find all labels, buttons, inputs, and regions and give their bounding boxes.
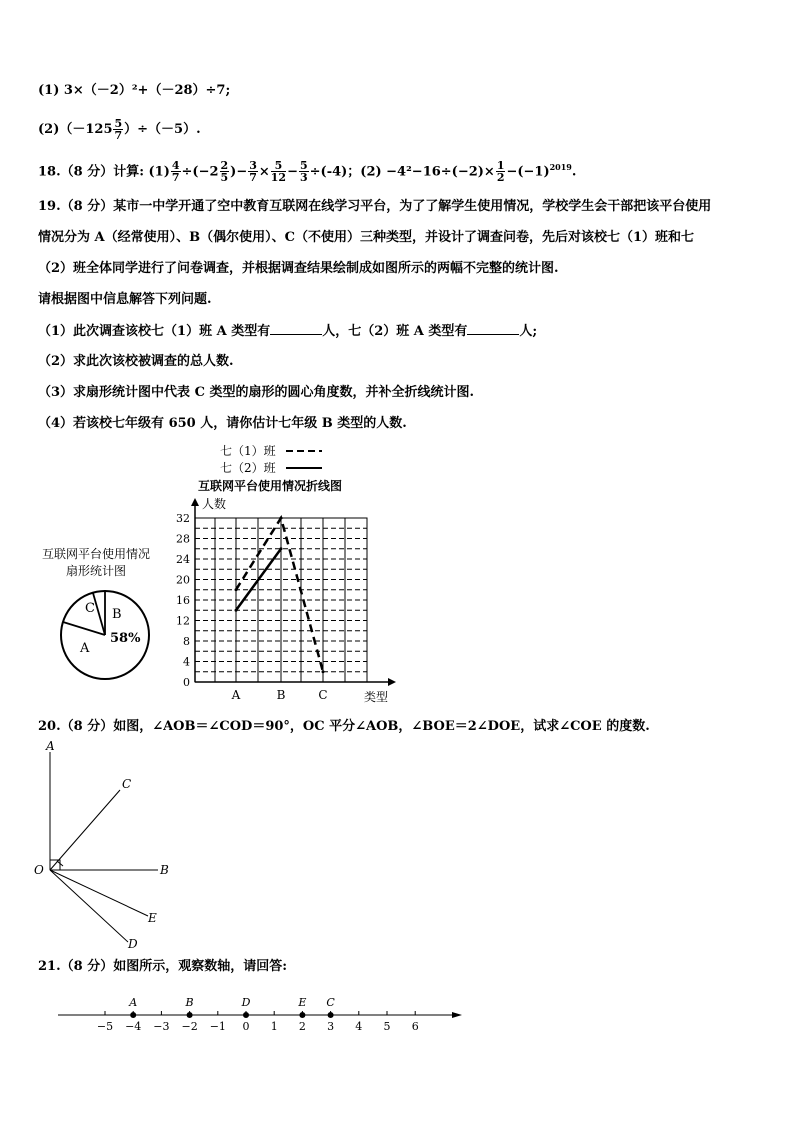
pie-title-2: 扇形统计图 [65, 564, 127, 578]
y-tick-label: 24 [176, 553, 190, 566]
q19-line2: 情况分为 A（经常使用）、B（偶尔使用）、C（不使用）三种类型，并设计了调查问卷，先后对该校七（1）班和七 [38, 230, 694, 245]
y-tick-label: 8 [183, 635, 190, 648]
number-tick-label: 2 [298, 1020, 306, 1033]
q18-frac1: $\frac{4}{7}$ [171, 159, 180, 185]
q20-text: 20.（8 分）如图，∠AOB＝∠COD＝90°，OC 平分∠AOB，∠BOE＝2∠DOE，试求∠COE 的度数. [38, 719, 650, 734]
chart-title: 互联网平台使用情况折线图 [198, 479, 343, 493]
q17-part1: (1) 3×（－2）²+（－28）÷7; [38, 83, 231, 98]
ray-od [50, 870, 128, 942]
number-tick-label: 1 [270, 1020, 278, 1033]
label-c: C [122, 777, 132, 791]
label-a: A [46, 739, 55, 753]
number-tick-label: −4 [125, 1020, 142, 1033]
label-b: B [160, 863, 169, 877]
x-axis-label: 类型 [364, 690, 389, 704]
answer-blank-2[interactable] [467, 322, 519, 335]
q18-exponent: 2019 [549, 162, 572, 172]
y-tick-label: 32 [176, 512, 190, 525]
series-point [235, 588, 238, 591]
point-label-d: D [241, 996, 251, 1009]
q18-text: 18.（8 分）计算: (1) $\frac{4}{7}$ ÷(−2 $\frac{2}{5}$ )− $\frac{3}{7}$ × $\frac{5}{12}$ − $\frac{5}{3}$ ÷(-4)；(2) −4²−16÷(−2)× $\frac{1}{2}$ $-(-1)^{2019}$. [38, 159, 577, 185]
number-tick-label: 0 [242, 1020, 250, 1033]
x-tick-label: C [318, 688, 328, 702]
point-e [299, 1012, 305, 1018]
number-tick-label: −3 [153, 1020, 170, 1033]
angle-diagram [30, 738, 190, 953]
chart-series [235, 517, 325, 674]
pie-chart [30, 540, 170, 680]
pie-label-c: C [85, 601, 95, 616]
point-label-e: E [298, 996, 307, 1009]
point-b [187, 1012, 193, 1018]
point-d [243, 1012, 249, 1018]
pie-label-a: A [80, 641, 90, 656]
y-tick-label: 20 [176, 573, 190, 587]
number-tick-label: −1 [209, 1020, 226, 1033]
series-point [280, 547, 283, 550]
q19-sub3: （3）求扇形统计图中代表 C 类型的扇形的圆心角度数，并补全折线统计图. [38, 385, 474, 400]
point-label-a: A [129, 996, 138, 1009]
y-tick-label: 16 [176, 594, 190, 607]
line-chart [170, 438, 400, 710]
x-axis-arrow [388, 678, 396, 686]
chart-grid [195, 518, 367, 682]
legend-label-class2: 七（2）班 [220, 461, 276, 475]
label-e: E [148, 911, 157, 925]
number-line [50, 985, 470, 1035]
q19-line4: 请根据图中信息解答下列问题. [38, 292, 212, 307]
point-a [130, 1012, 136, 1018]
number-tick-label: 6 [411, 1020, 419, 1033]
q18-frac5: $\frac{5}{3}$ [300, 159, 308, 185]
number-tick-label: −2 [181, 1020, 198, 1033]
q18-frac4: $\frac{5}{12}$ [270, 159, 287, 185]
series-point [235, 609, 238, 612]
pie-divider-ac [63, 622, 105, 635]
point-label-b: B [185, 996, 194, 1009]
series-line-1 [236, 518, 323, 672]
y-tick-label: 28 [176, 532, 190, 546]
x-tick-label: B [276, 688, 286, 702]
q21-text: 21.（8 分）如图所示，观察数轴，请回答: [38, 959, 287, 974]
pie-title-1: 互联网平台使用情况 [41, 547, 151, 561]
q19-sub2: （2）求此次该校被调查的总人数. [38, 354, 234, 369]
y-tick-label: 0 [183, 676, 190, 689]
point-label-c: C [326, 996, 335, 1009]
y-tick-label: 4 [183, 655, 190, 669]
label-o: O [34, 863, 44, 877]
q17-part2-a: (2)（－125 [38, 122, 113, 137]
q19-line1: 19.（8 分）某市一中学开通了空中教育互联网在线学习平台，为了了解学生使用情况，学校学生会干部把该平台使用 [38, 199, 712, 214]
pie-label-b: B [112, 607, 122, 622]
q18-frac6: $\frac{1}{2}$ [496, 159, 505, 185]
y-axis-label: 人数 [202, 497, 227, 511]
number-axis-arrow [452, 1012, 462, 1018]
point-c [328, 1012, 334, 1018]
q18-frac2: $\frac{2}{5}$ [220, 159, 229, 185]
q19-sub4: （4）若该校七年级有 650 人，请你估计七年级 B 类型的人数. [38, 416, 407, 431]
number-tick-label: −5 [96, 1020, 114, 1033]
x-tick-label: A [231, 688, 241, 702]
series-point [322, 670, 325, 673]
q19-line3: （2）班全体同学进行了问卷调查，并根据调查结果绘制成如图所示的两幅不完整的统计图. [38, 261, 559, 276]
q17-fraction: $\frac{5}{7}$ [114, 117, 123, 142]
q18-frac3: $\frac{3}{7}$ [249, 159, 257, 185]
q17-part2 [38, 118, 201, 141]
y-axis-arrow [191, 498, 199, 506]
series-point [280, 517, 283, 520]
number-tick-label: 3 [327, 1020, 335, 1033]
q19-sub1: （1）此次调查该校七（1）班 A 类型有 人，七（2）班 A 类型有 人; [38, 324, 538, 339]
pie-label-percent: 58% [110, 631, 141, 646]
number-tick-label: 4 [355, 1020, 363, 1033]
answer-blank-1[interactable] [270, 322, 322, 335]
ray-oe [50, 870, 148, 916]
q17-part2-b: ）÷（－5）. [124, 122, 201, 137]
number-tick-label: 5 [383, 1020, 391, 1033]
y-tick-label: 12 [176, 614, 190, 628]
legend-label-class1: 七（1）班 [220, 444, 276, 458]
ray-oc [50, 790, 120, 870]
label-d: D [128, 937, 138, 951]
